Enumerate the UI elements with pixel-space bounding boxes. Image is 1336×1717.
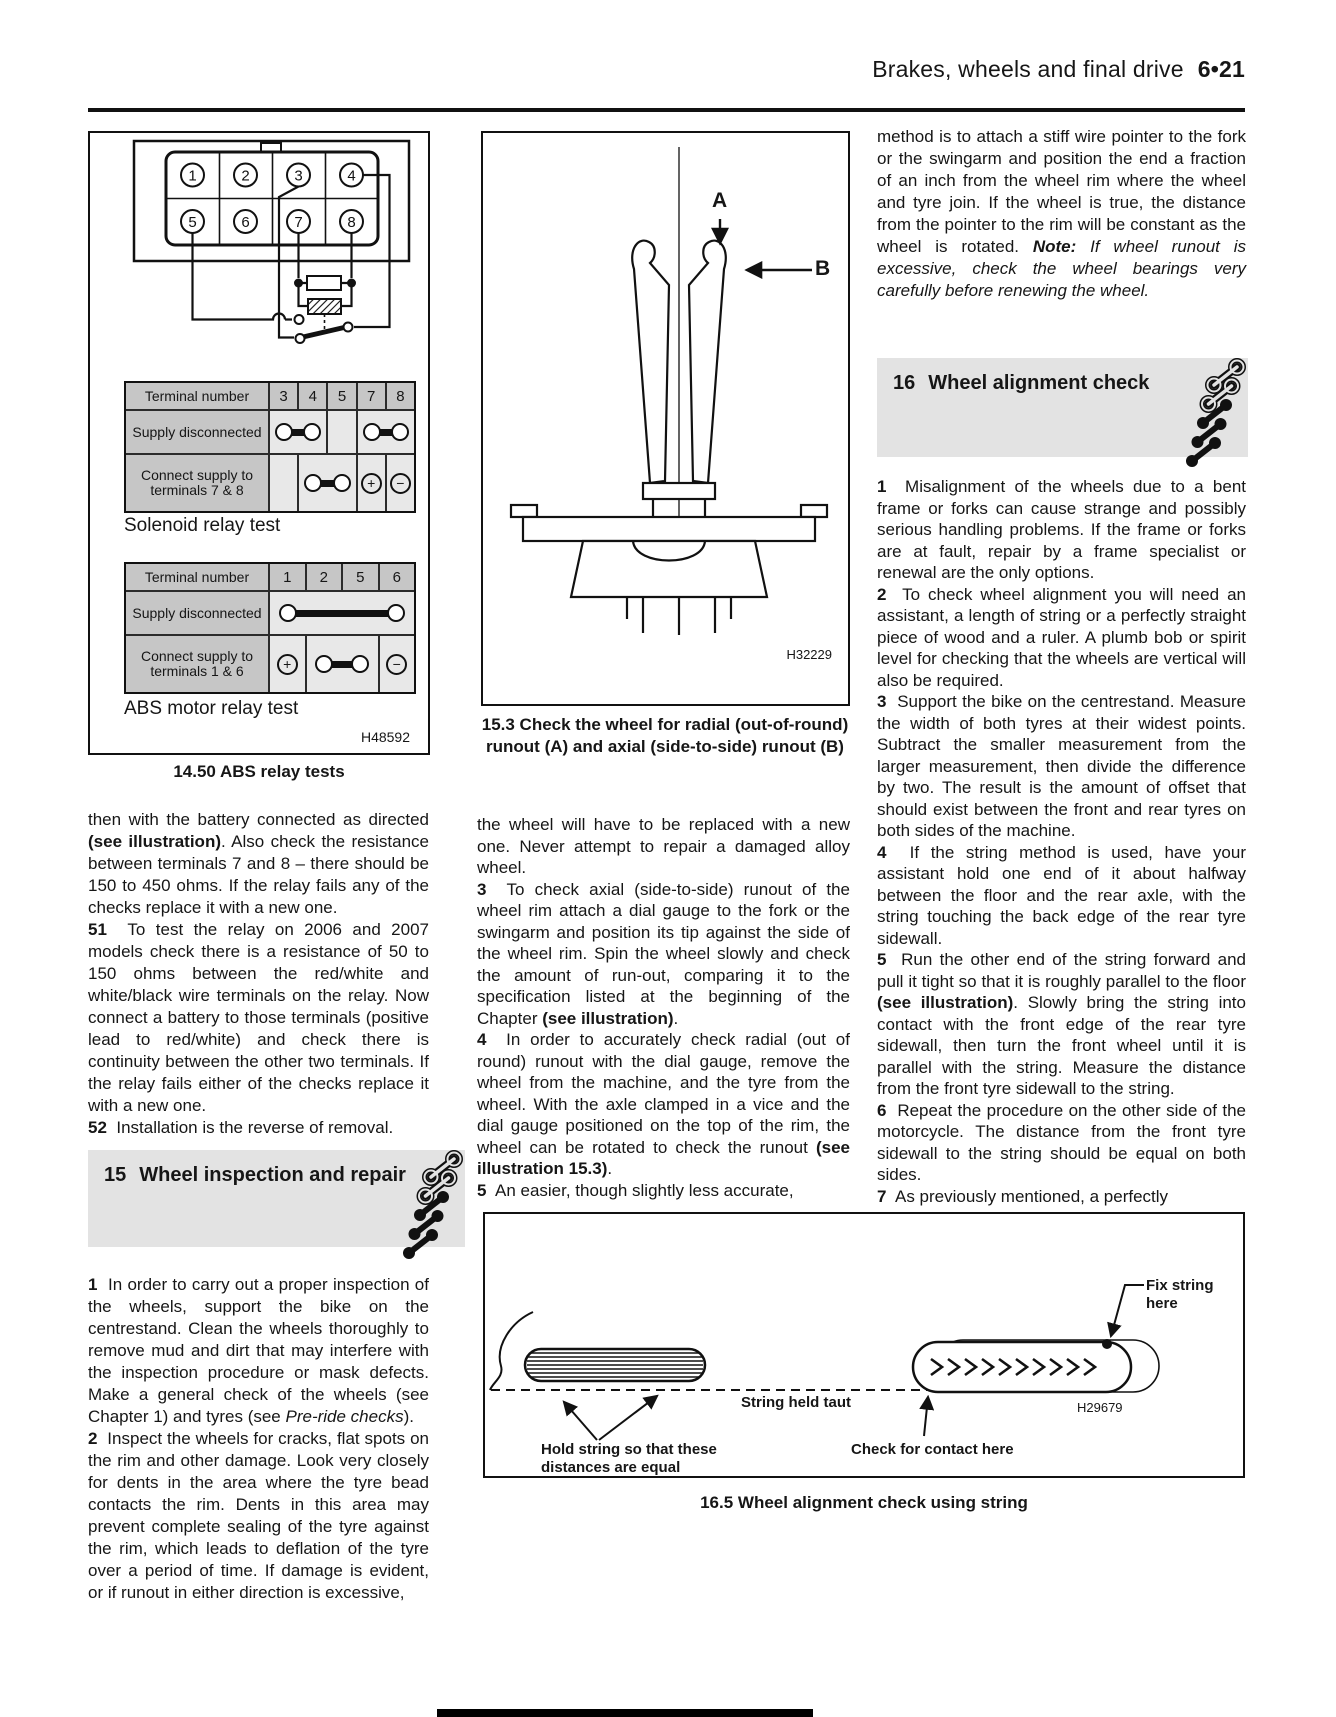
paragraph: method is to attach a stiff wire pointer to the fork or the swingarm and position the end a fraction of an inch from the wheel rim where the wheel and tyre join. If the wheel is true, the distance from the pointer to the rim will be constant as the wheel is rotated. Note: If wheel runout is excessive, check the wheel bearings very carefully before renewing the wheel. <box>877 127 1246 300</box>
column-header: 4 <box>297 383 326 409</box>
column-2-text <box>477 814 850 1201</box>
paragraph: 4 If the string method is used, have your assistant hold one end of it about halfway between the floor and the rear axle, with the string touching the back edge of the rear tyre sidewall. <box>877 842 1246 948</box>
wheel-cross-section-drawing <box>483 133 847 703</box>
section-title: Wheel inspection and repair <box>139 1164 406 1186</box>
figure-15-3-caption: 15.3 Check the wheel for radial (out-of-round) runout (A) and axial (side-to-side) runout (B) <box>481 715 849 756</box>
check-contact-label: Check for contact here <box>851 1441 1014 1458</box>
label-b: B <box>815 257 831 280</box>
figure-14-50-abs-relay-tests <box>88 131 430 755</box>
page-number: 6•21 <box>1197 56 1245 82</box>
hold-arrow-left <box>564 1402 597 1440</box>
column-3-lower-text <box>877 476 1246 1207</box>
row-label: Supply disconnected <box>126 409 268 453</box>
continuity-2-5 <box>305 634 378 692</box>
paragraph: 4 In order to accurately check radial (out of round) runout with the dial gauge, remove the wheel from the machine, and the tyre from the wheel. With the axle clamped in a vice and the dial gauge positioned on the top of the rim, the wheel can be rotated to check the runout (see illustration 15.3). <box>477 1030 850 1178</box>
relay-connector-diagram <box>90 133 429 379</box>
pin-number: 2 <box>241 167 250 185</box>
figure-code: H32229 <box>786 647 832 662</box>
paragraph: 51 To test the relay on 2006 and 2007 models check there is a resistance of 50 to 150 ohms between the red/white and white/black wire terminals on the relay. Now connect a battery to those terminals (positive lead to red/white) and check there is continuity between the other two terminals. If the relay fails either of the checks replace it with a new one. <box>88 920 429 1115</box>
solenoid-relay-table <box>124 381 416 513</box>
paragraph: 1 Misalignment of the wheels due to a bent frame or forks can cause strange and possibly serious handling problems. If the frame or forks are at fault, repair by a frame specialist or renewal are the only options. <box>877 477 1246 582</box>
header-title: Brakes, wheels and final drive <box>872 56 1184 82</box>
fix-string-arrow <box>1111 1285 1144 1336</box>
row-label: Connect supply to terminals 1 & 6 <box>126 634 268 692</box>
continuity-3-4 <box>268 409 326 453</box>
column-1-lower-text <box>88 1274 429 1604</box>
column-header: 1 <box>268 564 305 590</box>
column-header: 7 <box>356 383 385 409</box>
paragraph: 2 To check wheel alignment you will need an assistant, a length of string or a perfectly straight piece of wood and a ruler. A plumb bob or spirit level for checking that the wheels are vertical will also be required. <box>877 584 1246 690</box>
motor-table-title: ABS motor relay test <box>124 698 299 719</box>
tyre-stripes <box>527 1353 703 1377</box>
paragraph: 3 To check axial (side-to-side) runout of the wheel rim attach a dial gauge to the fork or the swingarm and position its tip against the side of the wheel rim. Spin the wheel slowly and check the amount of run-out, comparing it to the specification listed at the beginning of the Chapter (see illustration). <box>477 879 850 1028</box>
supply-negative: − <box>378 634 415 692</box>
pin-number: 3 <box>294 167 303 185</box>
paragraph: 7 As previously mentioned, a perfectly <box>877 1186 1169 1206</box>
junction-dot <box>347 279 356 288</box>
section-15-heading <box>88 1150 465 1247</box>
pin-number: 8 <box>347 214 356 231</box>
rear-tyre <box>913 1342 1131 1392</box>
switch-pivot <box>296 334 305 343</box>
section-number: 15 <box>104 1164 127 1186</box>
solenoid-table-title: Solenoid relay test <box>124 515 281 536</box>
string-taut-label: String held taut <box>741 1394 851 1411</box>
column-header: 5 <box>341 564 378 590</box>
column-header: 3 <box>268 383 297 409</box>
fix-point-dot <box>1102 1339 1112 1349</box>
supply-negative: − <box>385 453 414 511</box>
relay-resistor <box>307 276 341 290</box>
column-header: 2 <box>305 564 342 590</box>
pin-number: 1 <box>188 167 197 185</box>
pin-number: 7 <box>294 214 303 231</box>
string-alignment-drawing <box>485 1214 1242 1475</box>
figure-code: H29679 <box>1077 1400 1123 1415</box>
figure-16-5-string-alignment <box>483 1212 1245 1478</box>
figure-15-3-wheel-runout <box>481 131 850 706</box>
fix-string-label: Fix string here <box>1146 1277 1214 1312</box>
pin-number: 4 <box>347 167 356 185</box>
continuity-4-5 <box>297 453 355 511</box>
paragraph: then with the battery connected as directed (see illustration). Also check the resistance between terminals 7 and 8 – there should be 150 to 450 ohms. If the relay fails any of the checks replace it with a new one. <box>88 810 429 917</box>
continuity-7-8 <box>356 409 414 453</box>
label-a: A <box>712 189 728 212</box>
figure-16-5-caption: 16.5 Wheel alignment check using string <box>700 1493 1028 1512</box>
row-label: Supply disconnected <box>126 590 268 634</box>
switch-contact <box>295 315 304 324</box>
column-header: 8 <box>385 383 414 409</box>
table-cell <box>326 409 355 453</box>
string-end <box>490 1312 533 1390</box>
paragraph: 52 Installation is the reverse of removal. <box>88 1118 394 1137</box>
header-rule <box>88 108 1245 112</box>
paragraph: 2 Inspect the wheels for cracks, flat spots on the rim and other damage. Look very closely for dents in the area where the tyre bead contacts the rim. Dents in this area may prevent complete sealing of the tyre against the rim, which leads to deflation of the tyre over a period of time. If damage is evident, or if runout in either direction is excessive, <box>88 1429 429 1602</box>
difficulty-wrench-icon <box>1189 361 1243 473</box>
paragraph: 5 Run the other end of the string forward and pull it tight so that it is roughly parallel to the floor (see illustration). Slowly bring the string into contact with the front edge of the rear tyre sidewall, then turn the front wheel until it is parallel with the string. Measure the distance from the front tyre sidewall to the string. <box>877 950 1246 1098</box>
column-3-upper-text <box>877 126 1246 302</box>
next-figure-edge <box>437 1709 813 1717</box>
column-header: 5 <box>326 383 355 409</box>
motor-relay-table <box>124 562 416 694</box>
table-header: Terminal number <box>126 564 268 590</box>
hold-arrow-right <box>599 1396 657 1440</box>
figure-code: H48592 <box>360 729 410 745</box>
relay-coil <box>308 299 341 314</box>
difficulty-wrench-icon <box>406 1153 460 1265</box>
supply-positive: + <box>356 453 385 511</box>
paragraph: 1 In order to carry out a proper inspection of the wheels, support the bike on the centrestand. Clean the wheels thoroughly to remove mud and dirt that may interfere with the inspection procedure or mask defects. Make a general check of the wheels (see Chapter 1) and tyres (see Pre-ride checks). <box>88 1275 429 1426</box>
section-16-heading <box>877 358 1248 457</box>
contact-arrow <box>924 1397 928 1436</box>
section-number: 16 <box>893 372 916 394</box>
row-label: Connect supply to terminals 7 & 8 <box>126 453 268 511</box>
junction-dot <box>294 279 303 288</box>
column-1-upper-text <box>88 809 429 1139</box>
paragraph: 5 An easier, though slightly less accurate, <box>477 1180 794 1200</box>
paragraph: the wheel will have to be replaced with a new one. Never attempt to repair a damaged alloy wheel. <box>477 815 850 877</box>
table-cell <box>268 453 297 511</box>
paragraph: 6 Repeat the procedure on the other side of the motorcycle. The distance from the front tyre sidewall to the string should be equal on both sides. <box>877 1100 1246 1184</box>
paragraph: 3 Support the bike on the centrestand. Measure the width of both tyres at their widest points. Subtract the smaller measurement from the larger measurement, then divide the difference by two. The result is the amount of offset that should exist between the front and rear tyres on both sides of the machine. <box>877 692 1246 840</box>
pin-number: 5 <box>188 214 197 231</box>
pin-number: 6 <box>241 214 250 231</box>
supply-positive: + <box>268 634 305 692</box>
hold-string-label: Hold string so that these distances are equal <box>541 1441 717 1476</box>
page-header <box>345 56 1245 83</box>
switch-contact <box>344 323 353 332</box>
column-header: 6 <box>378 564 415 590</box>
table-header: Terminal number <box>126 383 268 409</box>
figure-14-50-caption: 14.50 ABS relay tests <box>173 762 345 781</box>
continuity-1-6 <box>268 590 414 634</box>
section-title: Wheel alignment check <box>928 372 1150 394</box>
